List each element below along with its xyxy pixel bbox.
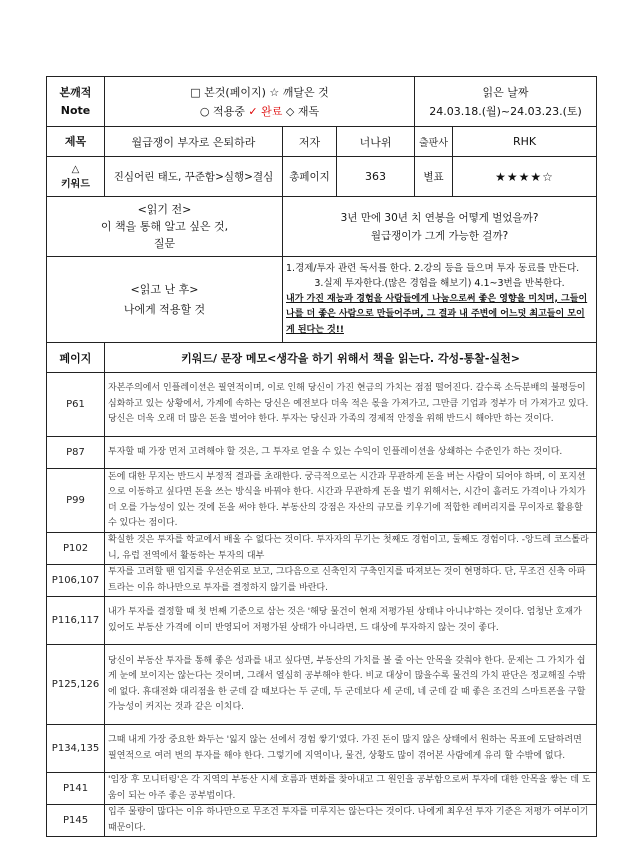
keyword-label-cell <box>47 157 105 197</box>
rating-stars: ★★★★☆ <box>453 157 597 197</box>
memo-row <box>47 565 597 597</box>
before-reading-sub2: 질문 <box>153 237 176 250</box>
memo-row <box>47 597 597 645</box>
memo-text: 자본주의에서 인플레이션은 필연적이며, 이로 인해 당신이 가진 현금의 가치는 점점 떨어진다. 갈수록 소득분배의 불평등이 심화하고 있는 상황에서, 가계에 속하는 당신은 예전보다 더욱 적은 몫을 가져가고, 그만큼 기업과 정부가 더 가져가고 있다. 당신은 더욱 오래 더 많은 돈을 벌어야 한다. 투자는 당신과 가족의 경제적 안정을 위해 반드시 해야만 하는 것이다. <box>105 373 597 437</box>
keyword-label: 키워드 <box>61 178 90 190</box>
memo-page: P134,135 <box>47 725 105 773</box>
legend-line-1: □ 본것(페이지) ☆ 깨달은 것 <box>190 85 329 99</box>
memo-text: 그때 내게 가장 중요한 화두는 '잃지 않는 선에서 경험 쌓기'였다. 가진 돈이 많지 않은 상태에서 원하는 목표에 도달하려면 필연적으로 여러 번의 투자를 해야 한다. 그렇기에 지역이나, 물건, 상황도 많이 겪어본 사람에게 유리 할 수밖에 없다. <box>105 725 597 773</box>
before-reading-sub: 이 책을 통해 알고 싶은 것, <box>100 220 229 233</box>
total-pages-label: 총페이지 <box>283 157 337 197</box>
note-table <box>46 76 597 837</box>
question-2: 월급쟁이가 그게 가능한 걸까? <box>370 229 509 242</box>
memo-header-row <box>47 343 597 373</box>
legend-cell <box>105 77 415 127</box>
note-type-english: Note <box>60 103 91 117</box>
question-1: 3년 만에 30년 치 연봉을 어떻게 벌었을까? <box>340 211 539 224</box>
memo-page: P125,126 <box>47 645 105 725</box>
author-label: 저자 <box>283 127 337 157</box>
memo-page: P116,117 <box>47 597 105 645</box>
memo-text: 내가 투자를 결정할 때 첫 번째 기준으로 삼는 것은 '해당 물건이 현재 저평가된 상태냐 아니냐'하는 것이다. 엄청난 호재가 있어도 부동산 가격에 이미 반영되어 저평가된 상태가 아니라면, 드 대상에 투자하지 않는 것이 좋다. <box>105 597 597 645</box>
memo-page: P145 <box>47 805 105 837</box>
before-reading-label-cell <box>47 197 283 257</box>
memo-page: P99 <box>47 469 105 533</box>
legend-line-2 <box>108 102 411 121</box>
action-line-1: 1.경제/투자 관련 독서를 한다. 2.강의 등을 들으며 투자 동료를 만든다. <box>286 262 580 274</box>
before-reading-title: <읽기 전> <box>137 203 192 216</box>
header-row <box>47 77 597 127</box>
legend-reread: ◇ 재독 <box>285 104 320 118</box>
memo-page-label: 페이지 <box>47 343 105 373</box>
after-reading-sub: 나에게 적용할 것 <box>123 302 206 316</box>
title-row <box>47 127 597 157</box>
legend-done: 완료 <box>261 104 283 118</box>
publisher-label: 출판사 <box>415 127 453 157</box>
memo-page: P106,107 <box>47 565 105 597</box>
after-reading-label-cell <box>47 257 283 343</box>
action-line-2: 3.실제 투자한다.(많은 경험을 해보기) 4.1~3번을 반복한다. <box>314 278 565 290</box>
date-label: 읽은 날짜 <box>482 85 529 99</box>
title-label: 제목 <box>47 127 105 157</box>
before-reading-row <box>47 197 597 257</box>
memo-row <box>47 645 597 725</box>
legend-applying: ○ 적용중 <box>199 104 245 118</box>
action-line-3: 내가 가진 재능과 경험을 사람들에게 나눔으로써 좋은 영향을 미치며, 그들이 나를 더 좋은 사람으로 만들어주며, 그 결과 내 주변에 어느덧 최고들이 모이게 된다는 것!! <box>286 293 588 335</box>
memo-row <box>47 437 597 469</box>
memo-row <box>47 533 597 565</box>
keyword-value: 진심어린 태도, 꾸준함>실행>결심 <box>105 157 283 197</box>
after-reading-actions <box>283 257 597 343</box>
memo-row <box>47 805 597 837</box>
note-type-label: 본깨적 <box>59 85 92 99</box>
total-pages-value: 363 <box>337 157 415 197</box>
memo-text: 입주 물량이 많다는 이유 하나만으로 무조건 투자를 미루지는 않는다는 것이다. 나에게 최우선 투자 기준은 저평가 여부이기 때문이다. <box>105 805 597 837</box>
memo-text: 당신이 부동산 투자를 통해 좋은 성과를 내고 싶다면, 부동산의 가치를 볼 줄 아는 안목을 갖춰야 한다. 문제는 그 가치가 쉽게 눈에 보이지는 않는다는 것이며, 그래서 열심히 공부해야 한다. 비교 대상이 많을수록 물건의 가치 판단은 정교해질 수밖에 없다. 휴대전화 대리점을 한 군데 갈 때보다는 두 군데, 두 군데보다 세 군데, 네 군데 갈 때 좋은 조건의 스마트폰을 구할 가능성이 커지는 것과 같은 이치다. <box>105 645 597 725</box>
check-icon: ✓ <box>248 104 258 118</box>
date-cell <box>415 77 597 127</box>
note-type-cell <box>47 77 105 127</box>
memo-title: 키워드/ 문장 메모<생각을 하기 위해서 책을 읽는다. 각성-통찰-실천> <box>105 343 597 373</box>
note-sheet <box>46 76 596 837</box>
memo-page: P102 <box>47 533 105 565</box>
keyword-row <box>47 157 597 197</box>
author-value: 너나위 <box>337 127 415 157</box>
triangle-icon: △ <box>71 163 80 175</box>
memo-text: 투자할 때 가장 먼저 고려해야 할 것은, 그 투자로 얻을 수 있는 수익이 인플레이션을 상쇄하는 수준인가 하는 것이다. <box>105 437 597 469</box>
memo-row <box>47 469 597 533</box>
memo-text: 확실한 것은 투자를 학교에서 배울 수 없다는 것이다. 투자자의 무기는 첫째도 경험이고, 둘째도 경험이다. -앙드레 코스톨라니, 유럽 전역에서 활동하는 투자의 대부 <box>105 533 597 565</box>
rating-label: 별표 <box>415 157 453 197</box>
book-title: 월급쟁이 부자로 은퇴하라 <box>105 127 283 157</box>
before-reading-questions <box>283 197 597 257</box>
memo-page: P87 <box>47 437 105 469</box>
publisher-value: RHK <box>453 127 597 157</box>
after-reading-title: <읽고 난 후> <box>130 282 199 296</box>
memo-text: '임장 후 모니터링'은 각 지역의 부동산 시세 흐름과 변화를 찾아내고 그 원인을 공부함으로써 투자에 대한 안목을 쌓는 데 도움이 되는 아주 좋은 공부법이다. <box>105 773 597 805</box>
after-reading-row <box>47 257 597 343</box>
memo-text: 투자를 고려할 땐 입지를 우선순위로 보고, 그다음으로 신축인지 구축인지를 따져보는 것이 현명하다. 단, 무조건 신축 아파트라는 이유 하나만으로 투자를 결정하지 않기를 바란다. <box>105 565 597 597</box>
date-value: 24.03.18.(월)~24.03.23.(토) <box>429 104 582 118</box>
memo-page: P61 <box>47 373 105 437</box>
memo-row <box>47 773 597 805</box>
memo-text: 돈에 대한 무지는 반드시 부정적 결과를 초래한다. 궁극적으로는 시간과 무관하게 돈을 버는 사람이 되어야 하며, 이 포지션으로 이동하고 싶다면 돈을 쓰는 방식을 바꿔야 한다. 시간과 무관하게 돈을 벌기 위해서는, 시간이 흘러도 가격이나 가치가 더 오를 가능성이 있는 것에 돈을 써야 한다. 부동산의 강점은 자산의 규모를 키우기에 적합한 레버리지를 무이자로 활용할 수 있다는 점이다. <box>105 469 597 533</box>
memo-row <box>47 725 597 773</box>
memo-row <box>47 373 597 437</box>
memo-page: P141 <box>47 773 105 805</box>
